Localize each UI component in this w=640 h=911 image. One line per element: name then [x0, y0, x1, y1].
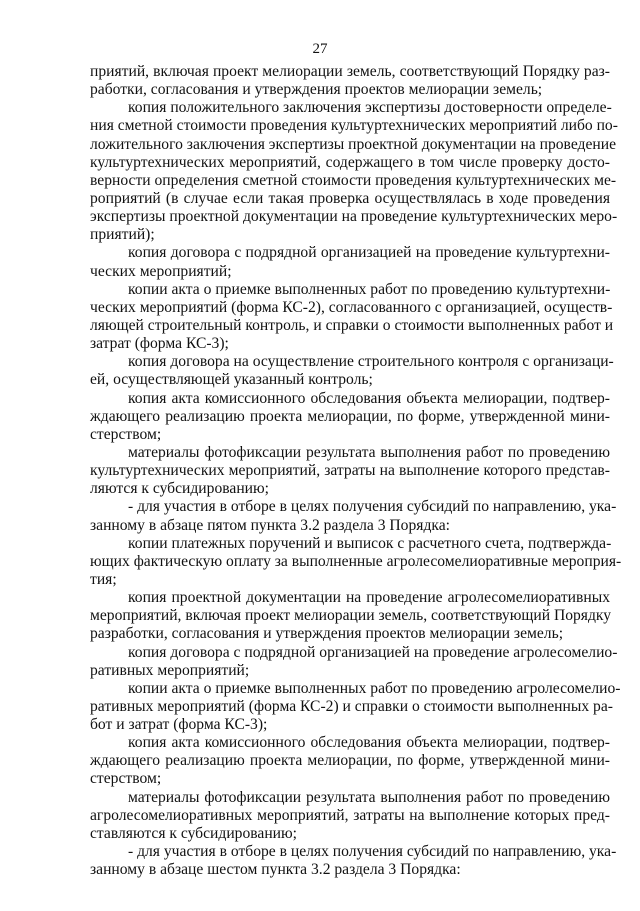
text-line: приятий, включая проект мелиорации земель, соответствующий Порядку раз-	[90, 63, 610, 80]
text-line: копия проектной документации на проведение агролесомелиоративных	[128, 589, 610, 607]
text-line: копия договора с подрядной организацией на проведение культуртехни-	[128, 244, 610, 262]
text-line: ей, осуществляющей указанный контроль;	[90, 371, 373, 389]
text-line: культуртехнических мероприятий, затраты на выполнение которого представ-	[90, 462, 610, 480]
text-line: затрат (форма КС-3);	[90, 335, 229, 353]
text-line: ческих мероприятий (форма КС-2), согласованного с организацией, осуществ-	[90, 298, 613, 316]
text-line: стерством;	[90, 770, 162, 788]
text-line: ративных мероприятий;	[90, 661, 250, 679]
text-line: культуртехнических мероприятий, содержащего в том числе проверку досто-	[90, 153, 610, 171]
text-line: ставляются к субсидированию;	[90, 824, 298, 842]
text-line: экспертизы проектной документации на проведение культуртехнических меро-	[90, 208, 618, 226]
text-line: материалы фотофиксации результата выполнения работ по проведению	[128, 788, 610, 806]
text-line: роприятий (в случае если такая проверка осуществлялась в ходе проведения	[90, 189, 610, 207]
text-line: копии акта о приемке выполненных работ по проведению агролесомелио-	[128, 679, 621, 697]
text-line: копия договора на осуществление строительного контроля с организаци-	[128, 353, 614, 371]
text-line: копия акта комиссионного обследования объекта мелиорации, подтвер-	[128, 734, 610, 752]
text-line: копии платежных поручений и выписок с расчетного счета, подтвержда-	[128, 534, 612, 552]
text-line: разработки, согласования и утверждения проектов мелиорации земель;	[90, 625, 564, 643]
text-line: бот и затрат (форма КС-3);	[90, 716, 268, 734]
text-line: ждающего реализацию проекта мелиорации, по форме, утвержденной мини-	[90, 407, 610, 425]
text-line: агролесомелиоративных мероприятий, затраты на выполнение которых пред-	[90, 806, 610, 824]
text-line: ложительного заключения экспертизы проектной документации на проведение	[90, 135, 617, 153]
text-line: мероприятий, включая проект мелиорации земель, соответствующий Порядку	[90, 607, 612, 625]
text-line: верности определения сметной стоимости проведения культуртехнических ме-	[90, 171, 617, 189]
text-line: занному в абзаце пятом пункта 3.2 раздела 3 Порядка:	[90, 516, 450, 534]
text-line: стерством;	[90, 425, 162, 443]
text-line: занному в абзаце шестом пункта 3.2 раздела 3 Порядка:	[90, 861, 461, 879]
text-line: ческих мероприятий;	[90, 262, 232, 280]
text-line: материалы фотофиксации результата выполнения работ по проведению	[128, 443, 610, 461]
text-line: копия положительного заключения экспертизы достоверности определе-	[128, 99, 612, 117]
text-line: копия договора с подрядной организацией на проведение агролесомелио-	[128, 643, 618, 661]
text-line: тия;	[90, 570, 117, 588]
text-line: копии акта о приемке выполненных работ по проведению культуртехни-	[128, 280, 611, 298]
text-line: ляются к субсидированию;	[90, 480, 270, 498]
text-line: работки, согласования и утверждения проектов мелиорации земель;	[90, 81, 543, 99]
page-number: 27	[312, 41, 328, 57]
text-line: ждающего реализацию проекта мелиорации, по форме, утвержденной мини-	[90, 752, 610, 770]
text-line: ющих фактическую оплату за выполненные агролесомелиоративные мероприя-	[90, 552, 622, 570]
text-line: - для участия в отборе в целях получения субсидий по направлению, ука-	[128, 498, 617, 516]
text-line: копия акта комиссионного обследования объекта мелиорации, подтвер-	[128, 389, 610, 407]
text-line: - для участия в отборе в целях получения субсидий по направлению, ука-	[128, 843, 617, 861]
text-line: ния сметной стоимости проведения культуртехнических мероприятий либо по-	[90, 117, 618, 135]
text-line: приятий);	[90, 226, 155, 244]
text-line: ляющей строительный контроль, и справки о стоимости выполненных работ и	[90, 316, 614, 334]
body-text	[90, 63, 622, 879]
text-line: ративных мероприятий (форма КС-2) и справки о стоимости выполненных ра-	[90, 697, 613, 715]
